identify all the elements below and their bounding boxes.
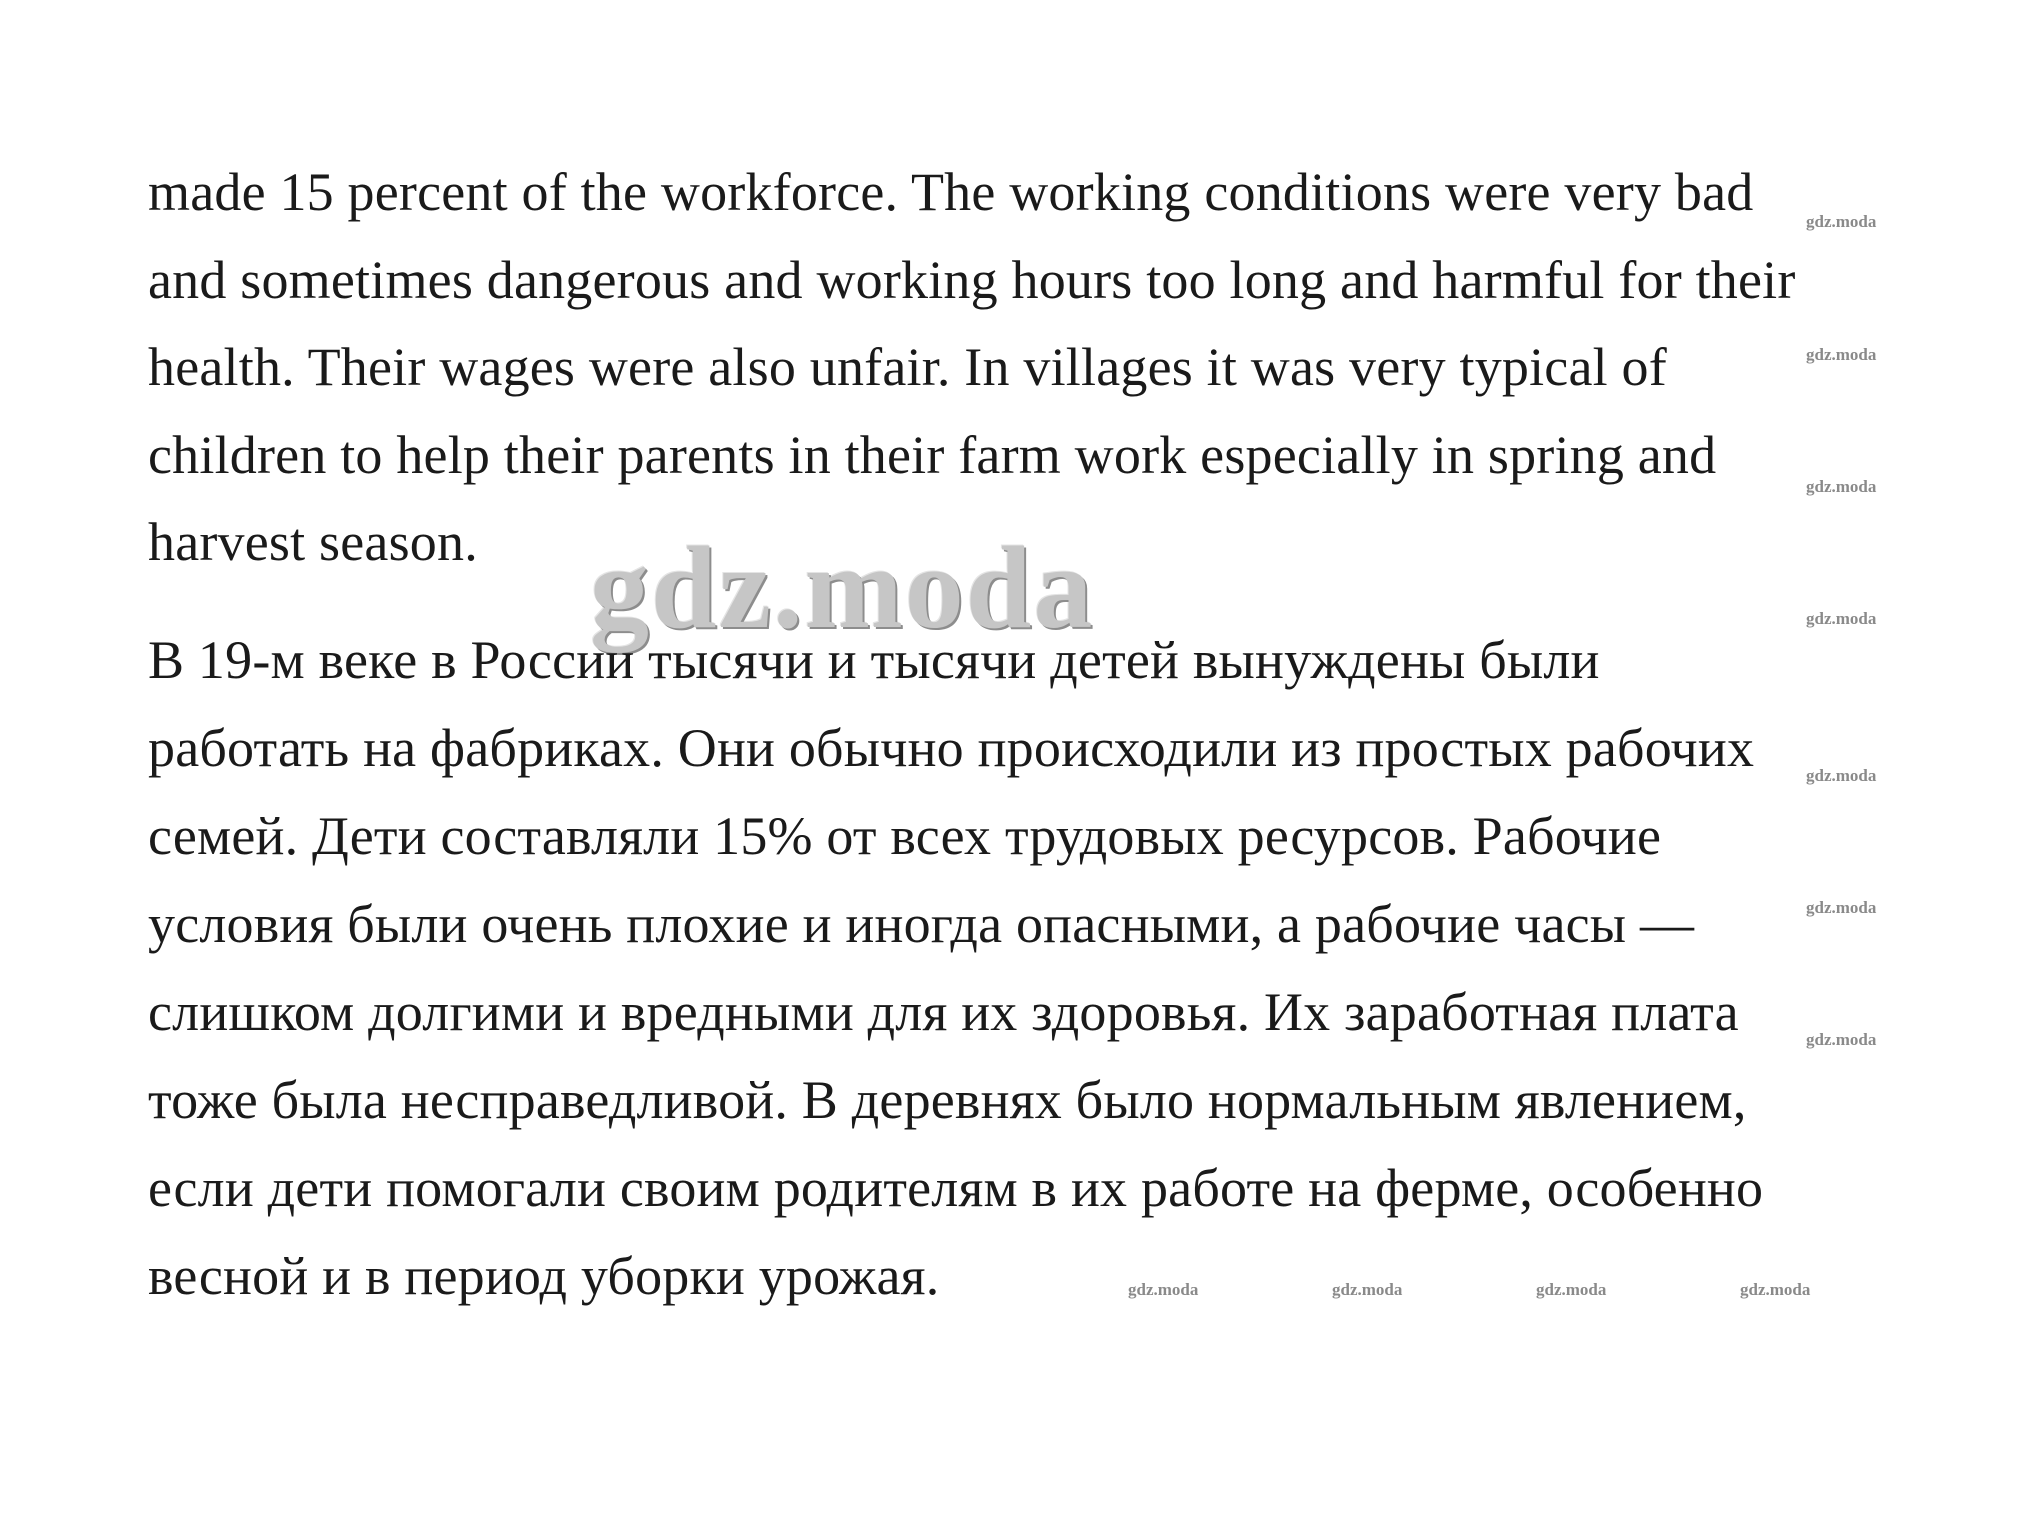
english-line: and sometimes dangerous and working hours too long and harmful for their <box>148 250 1796 310</box>
english-line: health. Their wages were also unfair. In villages it was very typical of <box>148 337 1667 397</box>
watermark-text: gdz.moda <box>1128 1280 1199 1299</box>
watermark-text: gdz.moda <box>1740 1280 1811 1299</box>
russian-line: слишком долгими и вредными для их здоровья. Их заработная плата <box>148 982 1739 1042</box>
watermark-text: gdz.moda <box>1806 345 1877 364</box>
watermark-text: gdz.moda <box>1806 1030 1877 1049</box>
watermark-text: gdz.moda <box>1806 898 1877 917</box>
watermark-text: gdz.moda <box>1806 609 1877 628</box>
russian-line: тоже была несправедливой. В деревнях было нормальным явлением, <box>148 1070 1747 1130</box>
russian-line: условия были очень плохие и иногда опасными, а рабочие часы — <box>148 894 1695 954</box>
watermark-text: gdz.moda <box>1806 766 1877 785</box>
watermark-text: gdz.moda <box>1806 212 1877 231</box>
russian-line: работать на фабриках. Они обычно происходили из простых рабочих <box>148 718 1755 778</box>
russian-line: В 19-м веке в России тысячи и тысячи детей вынуждены были <box>148 630 1600 690</box>
watermark-text: gdz.moda <box>1806 477 1877 496</box>
watermark-text: gdz.moda <box>1332 1280 1403 1299</box>
russian-line: весной и в период уборки урожая. <box>148 1246 940 1306</box>
english-line: children to help their parents in their farm work especially in spring and <box>148 425 1717 485</box>
russian-line: если дети помогали своим родителям в их работе на ферме, особенно <box>148 1158 1764 1218</box>
english-line: made 15 percent of the workforce. The working conditions were very bad <box>148 162 1754 222</box>
russian-line: семей. Дети составляли 15% от всех трудовых ресурсов. Рабочие <box>148 806 1662 866</box>
english-line: harvest season. <box>148 512 478 572</box>
watermark-logo: gdz.moda <box>590 522 1095 653</box>
watermark-text: gdz.moda <box>1536 1280 1607 1299</box>
